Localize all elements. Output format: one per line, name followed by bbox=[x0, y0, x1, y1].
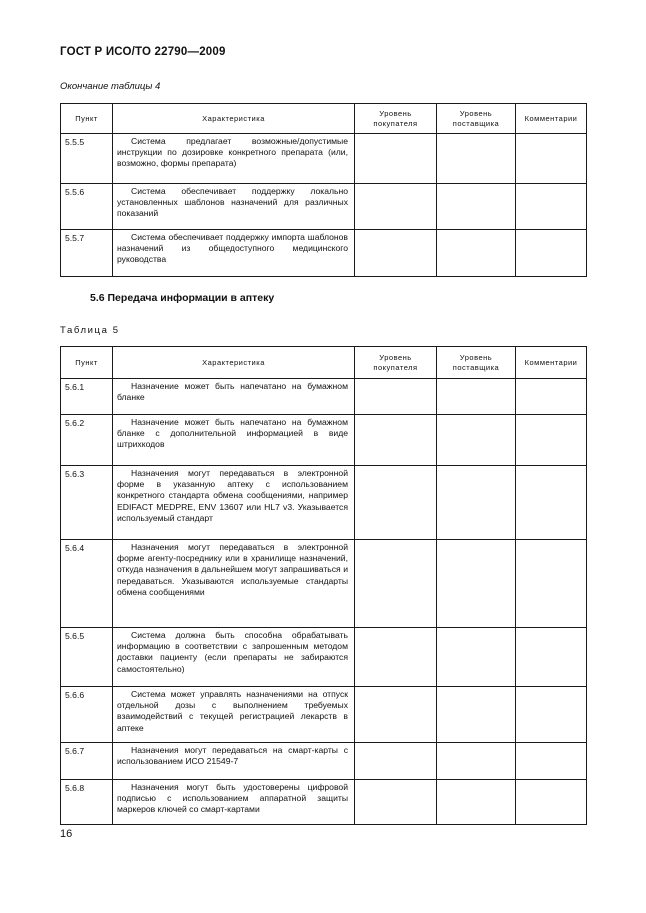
comments-cell bbox=[516, 780, 587, 825]
page-number: 16 bbox=[60, 828, 73, 840]
header-comments: Комментарии bbox=[516, 104, 587, 134]
header-buyer-level: Уровень покупателя bbox=[355, 104, 437, 134]
table-row bbox=[61, 184, 587, 230]
item-characteristic: Система обеспечивает поддержку импорта шаблонов назначений из общедоступного медицинского руководства bbox=[113, 230, 355, 277]
header-item: Пункт bbox=[61, 104, 113, 134]
table-row bbox=[61, 230, 587, 277]
item-number: 5.6.7 bbox=[61, 743, 113, 780]
item-number: 5.6.2 bbox=[61, 415, 113, 466]
table-row bbox=[61, 540, 587, 628]
table-row bbox=[61, 687, 587, 743]
buyer-level-cell bbox=[355, 415, 437, 466]
item-number: 5.6.1 bbox=[61, 379, 113, 415]
table-row bbox=[61, 415, 587, 466]
buyer-level-cell bbox=[355, 379, 437, 415]
table-5 bbox=[60, 346, 587, 825]
buyer-level-cell bbox=[355, 134, 437, 184]
item-characteristic: Система обеспечивает поддержку локально установленных шаблонов назначений для различных показаний bbox=[113, 184, 355, 230]
header-characteristic: Характеристика bbox=[113, 347, 355, 379]
item-number: 5.5.6 bbox=[61, 184, 113, 230]
item-characteristic: Система предлагает возможные/допустимые инструкции по дозировке конкретного препарата (или, возможно, формы препарата) bbox=[113, 134, 355, 184]
buyer-level-cell bbox=[355, 184, 437, 230]
supplier-level-cell bbox=[437, 687, 516, 743]
comments-cell bbox=[516, 540, 587, 628]
comments-cell bbox=[516, 379, 587, 415]
item-number: 5.6.3 bbox=[61, 466, 113, 540]
buyer-level-cell bbox=[355, 687, 437, 743]
supplier-level-cell bbox=[437, 415, 516, 466]
table-row bbox=[61, 466, 587, 540]
supplier-level-cell bbox=[437, 628, 516, 687]
buyer-level-cell bbox=[355, 743, 437, 780]
section-heading: 5.6 Передача информации в аптеку bbox=[90, 292, 275, 304]
header-supplier-level: Уровень поставщика bbox=[437, 104, 516, 134]
comments-cell bbox=[516, 466, 587, 540]
item-characteristic: Назначения могут быть удостоверены цифровой подписью с использованием аппаратной защиты маркеров ключей со смарт-картами bbox=[113, 780, 355, 825]
supplier-level-cell bbox=[437, 134, 516, 184]
table-row bbox=[61, 628, 587, 687]
item-number: 5.6.5 bbox=[61, 628, 113, 687]
item-characteristic: Назначение может быть напечатано на бумажном бланке с дополнительной информацией в виде штрихкодов bbox=[113, 415, 355, 466]
supplier-level-cell bbox=[437, 230, 516, 277]
item-number: 5.6.8 bbox=[61, 780, 113, 825]
header-comments: Комментарии bbox=[516, 347, 587, 379]
comments-cell bbox=[516, 134, 587, 184]
item-characteristic: Назначения могут передаваться в электронной форме в указанную аптеку с использованием конкретного стандарта обмена сообщениями, например EDIFACT MEDPRE, ENV 13607 или HL7 v3. Указывается используемый стандарт bbox=[113, 466, 355, 540]
header-supplier-level: Уровень поставщика bbox=[437, 347, 516, 379]
comments-cell bbox=[516, 687, 587, 743]
comments-cell bbox=[516, 628, 587, 687]
table-header-row bbox=[61, 104, 587, 134]
buyer-level-cell bbox=[355, 780, 437, 825]
document-id: ГОСТ Р ИСО/ТО 22790—2009 bbox=[60, 46, 226, 58]
table-row bbox=[61, 379, 587, 415]
header-buyer-level: Уровень покупателя bbox=[355, 347, 437, 379]
buyer-level-cell bbox=[355, 628, 437, 687]
table-header-row bbox=[61, 347, 587, 379]
supplier-level-cell bbox=[437, 184, 516, 230]
table-row bbox=[61, 780, 587, 825]
table-continuation-caption: Окончание таблицы 4 bbox=[60, 81, 161, 92]
header-characteristic: Характеристика bbox=[113, 104, 355, 134]
item-number: 5.6.6 bbox=[61, 687, 113, 743]
header-item: Пункт bbox=[61, 347, 113, 379]
table-4 bbox=[60, 103, 587, 277]
supplier-level-cell bbox=[437, 466, 516, 540]
item-number: 5.6.4 bbox=[61, 540, 113, 628]
buyer-level-cell bbox=[355, 466, 437, 540]
comments-cell bbox=[516, 415, 587, 466]
supplier-level-cell bbox=[437, 743, 516, 780]
item-characteristic: Система должна быть способна обрабатывать информацию в соответствии с запрошенным методом доставки пациенту (если препараты не забираются самостоятельно) bbox=[113, 628, 355, 687]
supplier-level-cell bbox=[437, 540, 516, 628]
item-number: 5.5.7 bbox=[61, 230, 113, 277]
table-5-label: Таблица 5 bbox=[60, 325, 120, 336]
item-characteristic: Назначения могут передаваться на смарт-карты с использованием ИСО 21549-7 bbox=[113, 743, 355, 780]
supplier-level-cell bbox=[437, 379, 516, 415]
item-characteristic: Назначения могут передаваться в электронной форме агенту-посреднику или в хранилище назначений, откуда назначения в дальнейшем могут запрашиваться и передаваться. Указываются используемые стандарты обмена сообщениями bbox=[113, 540, 355, 628]
comments-cell bbox=[516, 184, 587, 230]
table-row bbox=[61, 134, 587, 184]
buyer-level-cell bbox=[355, 230, 437, 277]
supplier-level-cell bbox=[437, 780, 516, 825]
buyer-level-cell bbox=[355, 540, 437, 628]
comments-cell bbox=[516, 743, 587, 780]
item-characteristic: Система может управлять назначениями на отпуск отдельной дозы с выполнением требуемых взаимодействий с текущей регистрацией лекарств в аптеке bbox=[113, 687, 355, 743]
item-number: 5.5.5 bbox=[61, 134, 113, 184]
comments-cell bbox=[516, 230, 587, 277]
table-row bbox=[61, 743, 587, 780]
item-characteristic: Назначение может быть напечатано на бумажном бланке bbox=[113, 379, 355, 415]
